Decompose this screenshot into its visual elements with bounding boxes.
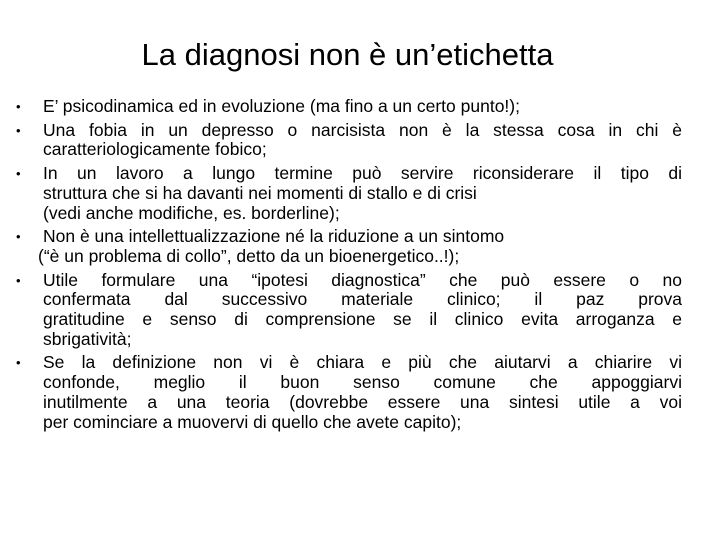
bullet-line: struttura che si ha davanti nei momenti di stallo e di crisi [43,182,477,203]
bullet-line: confermata dal successivo materiale clinico; il paz prova [43,289,682,310]
bullet-line: In un lavoro a lungo termine può servire riconsiderare il tipo di [43,163,682,184]
bullet-line: Se la definizione non vi è chiara e più che aiutarvi a chiarire vi [43,352,682,373]
bullet-line: inutilmente a una teoria (dovrebbe essere una sintesi utile a voi [43,391,682,412]
bullet-item [16,227,682,266]
slide-title: La diagnosi non è un’etichetta [141,37,554,72]
bullet-dot-icon: • [16,229,21,245]
bullet-item [16,271,682,350]
bullet-dot-icon: • [16,99,21,114]
bullet-line: (vedi anche modifiche, es. borderline); [43,202,340,223]
bullet-dot-icon: • [16,272,21,288]
bullet-line: confonde, meglio il buon senso comune che appoggiarvi [43,372,682,393]
bullet-item [16,121,682,160]
bullet-line: Non è una intellettualizzazione né la riduzione a un sintomo [43,226,505,247]
bullet-list [16,97,682,436]
bullet-dot-icon: • [16,166,21,182]
bullet-line: per cominciare a muovervi di quello che avete capito); [43,411,462,432]
bullet-dot-icon: • [16,355,21,371]
bullet-line: E’ psicodinamica ed in evoluzione (ma fino a un certo punto!); [43,96,520,116]
bullet-item [16,164,682,223]
bullet-line: Utile formulare una “ipotesi diagnostica” che può essere o no [43,269,682,290]
bullet-dot-icon: • [16,122,21,138]
bullet-item [16,353,682,432]
bullet-line: sbrigatività; [43,328,132,349]
bullet-line: (“è un problema di collo”, detto da un bioenergetico..!); [38,245,460,266]
bullet-line: gratitudine e senso di comprensione se il clinico evita arroganza e [43,309,682,330]
bullet-line: Una fobia in un depresso o narcisista non è la stessa cosa in chi è [43,119,682,140]
bullet-item [16,97,682,117]
bullet-line: caratteriologicamente fobico; [43,139,267,160]
